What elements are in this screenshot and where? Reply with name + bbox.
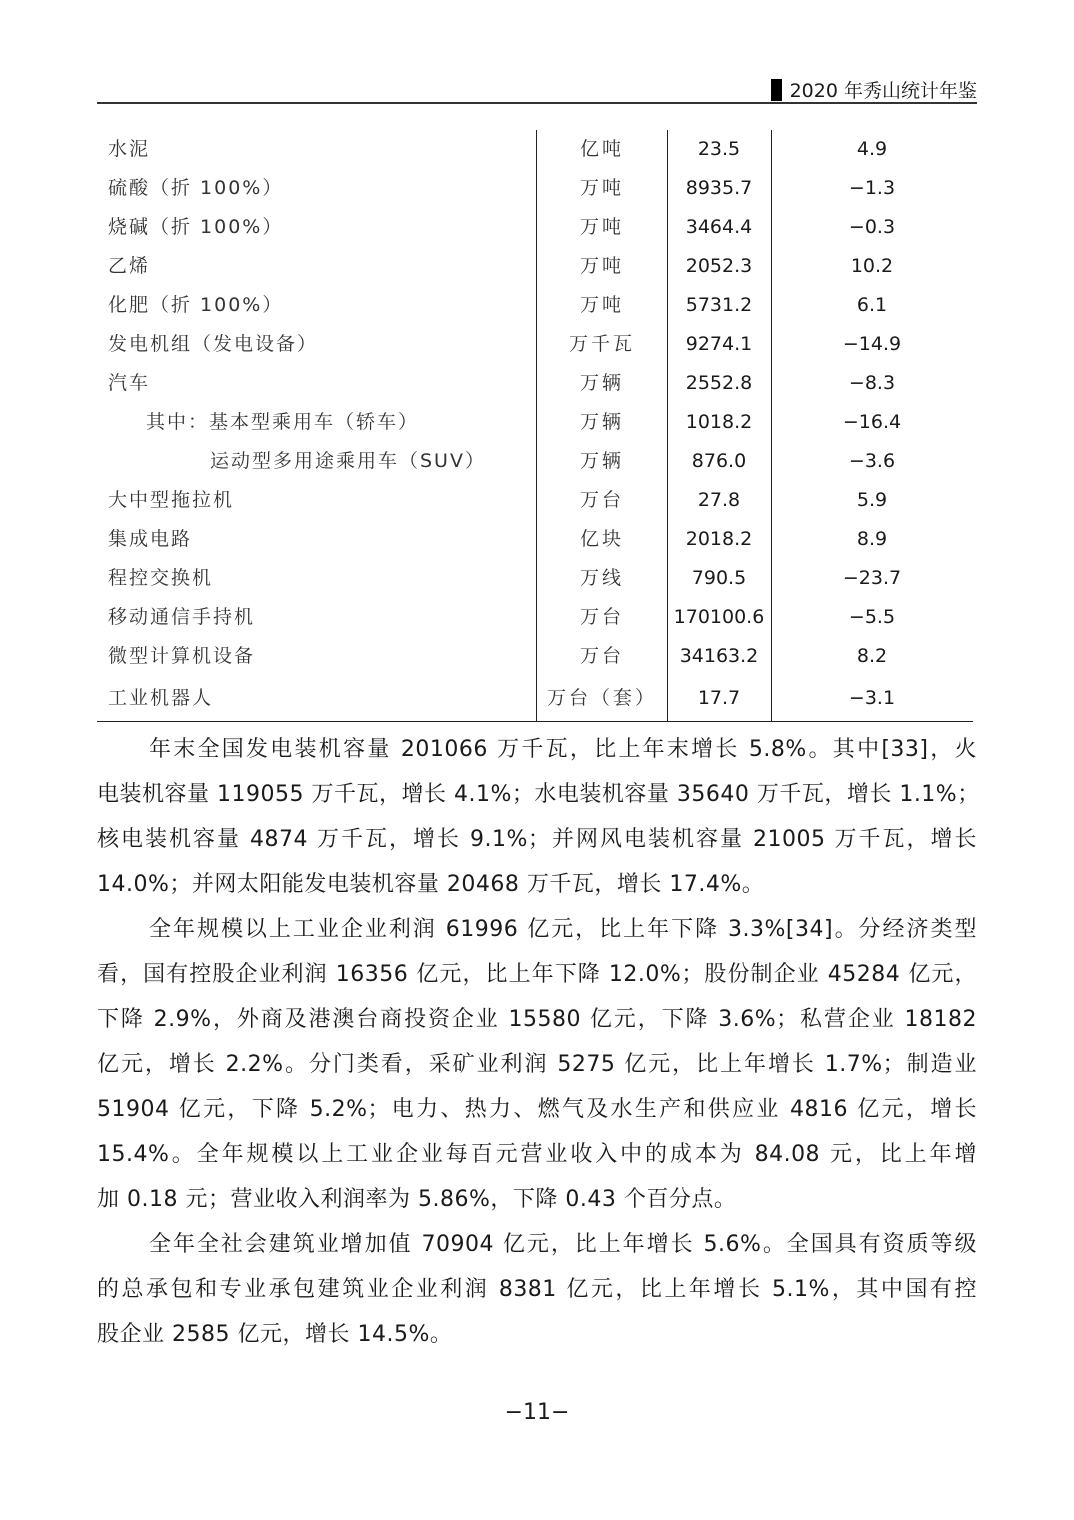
unit: 万线 — [579, 567, 624, 589]
output-value: 5731.2 — [685, 294, 753, 316]
header-title: 2020 年秀山统计年鉴 — [789, 80, 977, 102]
product-output-table — [97, 130, 973, 722]
table-row — [97, 637, 973, 676]
product-name: 程控交换机 — [108, 567, 214, 589]
growth-rate: −23.7 — [842, 567, 902, 589]
header-block-mark — [771, 79, 782, 101]
product-name: 其中：基本型乘用车（轿车） — [146, 411, 420, 433]
table-row — [97, 286, 973, 325]
table-row — [97, 442, 973, 481]
table-row — [97, 247, 973, 286]
body-paragraph — [97, 1222, 977, 1357]
table-row — [97, 403, 973, 442]
paragraph-line: 全年全社会建筑业增加值 70904 亿元，比上年增长 5.6%。全国具有资质等级 — [149, 1232, 977, 1257]
output-value: 17.7 — [697, 687, 741, 709]
table-row — [97, 208, 973, 247]
unit: 亿块 — [579, 528, 624, 550]
table-row — [97, 130, 973, 169]
output-value: 9274.1 — [685, 333, 753, 355]
growth-rate: −8.3 — [848, 372, 896, 394]
output-value: 170100.6 — [673, 606, 765, 628]
output-value: 2052.3 — [685, 255, 753, 277]
product-name: 移动通信手持机 — [108, 606, 256, 628]
product-name: 集成电路 — [108, 528, 193, 550]
paragraph-line: 看，国有控股企业利润 16356 亿元，比上年下降 12.0%；股份制企业 45284 亿元， — [97, 962, 977, 987]
unit: 万台 — [579, 645, 624, 667]
unit: 万辆 — [579, 372, 624, 394]
unit: 亿吨 — [579, 138, 624, 160]
output-value: 34163.2 — [679, 645, 759, 667]
paragraph-line: 51904 亿元，下降 5.2%；电力、热力、燃气及水生产和供应业 4816 亿元，增长 — [97, 1097, 977, 1122]
header-rule — [97, 102, 977, 104]
growth-rate: 5.9 — [856, 489, 888, 511]
growth-rate: −3.1 — [848, 687, 896, 709]
product-name: 工业机器人 — [108, 687, 214, 709]
paragraph-line: 核电装机容量 4874 万千瓦，增长 9.1%；并网风电装机容量 21005 万千瓦，增长 — [97, 827, 977, 852]
output-value: 1018.2 — [685, 411, 753, 433]
product-name: 微型计算机设备 — [108, 645, 256, 667]
body-paragraph — [97, 727, 980, 907]
output-value: 790.5 — [691, 567, 747, 589]
output-value: 27.8 — [697, 489, 741, 511]
output-value: 3464.4 — [685, 216, 753, 238]
product-name: 乙烯 — [108, 255, 151, 277]
product-name: 水泥 — [108, 138, 151, 160]
unit: 万吨 — [579, 177, 624, 199]
table-row — [97, 679, 973, 718]
table-row — [97, 559, 973, 598]
growth-rate: 8.2 — [856, 645, 888, 667]
growth-rate: −5.5 — [848, 606, 896, 628]
paragraph-line: 全年规模以上工业企业利润 61996 亿元，比上年下降 3.3%[34]。分经济类型 — [149, 917, 977, 942]
unit: 万辆 — [579, 411, 624, 433]
product-name: 烧碱（折 100%） — [108, 216, 284, 238]
paragraph-line: 15.4%。全年规模以上工业企业每百元营业收入中的成本为 84.08 元，比上年增 — [97, 1142, 977, 1167]
growth-rate: 8.9 — [856, 528, 888, 550]
paragraph-line: 下降 2.9%，外商及港澳台商投资企业 15580 亿元，下降 3.6%；私营企业 18182 — [97, 1007, 977, 1032]
output-value: 23.5 — [697, 138, 741, 160]
paragraph-line: 股企业 2585 亿元，增长 14.5%。 — [97, 1322, 453, 1347]
page-number: −11− — [504, 1400, 570, 1425]
growth-rate: 6.1 — [856, 294, 888, 316]
unit: 万吨 — [579, 216, 624, 238]
paragraph-line: 14.0%；并网太阳能发电装机容量 20468 万千瓦，增长 17.4%。 — [97, 872, 765, 897]
growth-rate: −3.6 — [848, 450, 896, 472]
growth-rate: −0.3 — [848, 216, 896, 238]
output-value: 8935.7 — [685, 177, 753, 199]
growth-rate: −1.3 — [848, 177, 896, 199]
product-name: 硫酸（折 100%） — [108, 177, 284, 199]
table-row — [97, 481, 973, 520]
growth-rate: 10.2 — [850, 255, 894, 277]
output-value: 2552.8 — [685, 372, 753, 394]
unit: 万吨 — [579, 294, 624, 316]
unit: 万吨 — [579, 255, 624, 277]
unit: 万台 — [579, 606, 624, 628]
unit: 万辆 — [579, 450, 624, 472]
growth-rate: 4.9 — [856, 138, 888, 160]
output-value: 2018.2 — [685, 528, 753, 550]
unit: 万千瓦 — [568, 333, 635, 355]
body-paragraph — [97, 907, 977, 1222]
paragraph-line: 年末全国发电装机容量 201066 万千瓦，比上年末增长 5.8%。其中[33]，火 — [149, 737, 977, 762]
product-name: 大中型拖拉机 — [108, 489, 235, 511]
table-row — [97, 169, 973, 208]
product-name: 化肥（折 100%） — [108, 294, 284, 316]
table-row — [97, 598, 973, 637]
table-row — [97, 520, 973, 559]
growth-rate: −14.9 — [842, 333, 902, 355]
unit: 万台 — [579, 489, 624, 511]
paragraph-line: 加 0.18 元；营业收入利润率为 5.86%，下降 0.43 个百分点。 — [97, 1187, 737, 1212]
unit: 万台（套） — [546, 687, 657, 709]
paragraph-line: 的总承包和专业承包建筑业企业利润 8381 亿元，比上年增长 5.1%，其中国有控 — [97, 1277, 977, 1302]
product-name: 运动型多用途乘用车（SUV） — [210, 450, 486, 472]
paragraph-line: 电装机容量 119055 万千瓦，增长 4.1%；水电装机容量 35640 万千瓦，增长 1.1%； — [97, 782, 980, 807]
paragraph-line: 亿元，增长 2.2%。分门类看，采矿业利润 5275 亿元，比上年增长 1.7%；制造业 — [97, 1052, 977, 1077]
running-header — [771, 76, 977, 103]
product-name: 发电机组（发电设备） — [108, 333, 319, 355]
growth-rate: −16.4 — [842, 411, 902, 433]
product-name: 汽车 — [108, 372, 151, 394]
table-row — [97, 364, 973, 403]
table-row — [97, 325, 973, 364]
output-value: 876.0 — [691, 450, 747, 472]
